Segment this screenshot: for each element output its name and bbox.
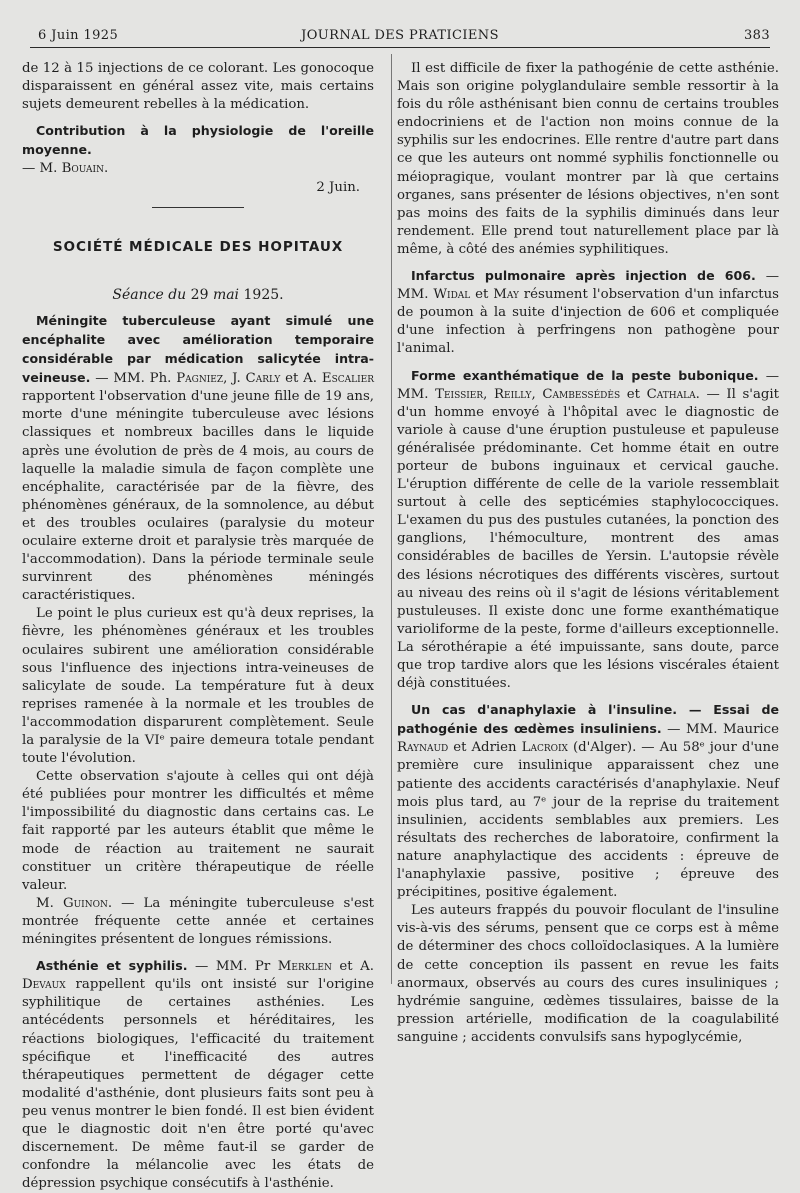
section-title: SOCIÉTÉ MÉDICALE DES HOPITAUX	[52, 238, 344, 255]
peste-sep-3: et	[620, 386, 647, 402]
anaphylaxie-paragraph-2: Les auteurs frappés du pouvoir floculant de l'insuline vis-à-vis des sérums, pensent que ce corps est à même de déterminer des chocs colloïdoclasiques. A la lumière de cette conception ils passent en revue les faits anormaux, observés au cours des cures insuliniques ; hydrémie sanguine, œdèmes tissulaires, baisse de la pression artérielle, modification de la coagulabilité sanguine ; accidents convulsifs sans hypoglycémie,	[397, 903, 779, 1045]
peste-author-2: Reilly	[494, 386, 532, 402]
seance-month: mai	[212, 286, 240, 303]
meningite-body: rapportent l'observation d'une jeune fille de 19 ans, morte d'une méningite tuberculeuse avec lésions classiques et nombreux bacilles dans le liquide après une évolution de près de 4 mois, au cours de laquelle la maladie simula de façon complète une encéphalite, caractérisée par de la fièvre, des phénomènes généraux, de la somnolence, au début et des troubles oculaires (paralysie du moteur oculaire externe droit et paralysie très marquée de l'accommodation). Dans la période terminale seule survinrent des phénomènes méningés caractéristiques.	[22, 389, 374, 604]
section-rule	[152, 207, 244, 208]
contribution-paragraph	[22, 122, 374, 178]
infarctus-author-2: May	[493, 287, 519, 303]
meningite-paragraph	[22, 312, 374, 606]
infarctus-mm: — MM.	[397, 269, 780, 303]
peste-sep-1: ,	[483, 386, 495, 402]
asthenie-body: rappellent qu'ils ont insisté sur l'origine syphilitique de certaines asthénies. Les antécédents personnels et héréditaires, les réactions biologiques, l'efficacité du traitement spécifique et l'inefficacité des autres thérapeutiques permettent de dégager cette modalité d'asthénie, dont plusieurs faits sont peu à peu venus montrer le bien fondé. Il est bien évident que le diagnostic doit n'en être porté qu'avec discernement. De même faut-il se garder de confondre la mélancolie avec les états de dépression psychique consécutifs à l'asthénie.	[22, 977, 374, 1192]
infarctus-author-1: Widal	[433, 287, 471, 303]
peste-title: Forme exanthématique de la peste bubonique.	[411, 367, 759, 383]
meningite-sep-1: , J.	[223, 371, 246, 387]
column-divider	[391, 54, 392, 984]
anaphylaxie-author-2: Lacroix	[521, 740, 568, 756]
journal-title: JOURNAL DES PRATICIENS	[301, 28, 499, 43]
contribution-date: 2 Juin.	[316, 179, 360, 195]
infarctus-paragraph	[397, 267, 779, 358]
infarctus-title: Infarctus pulmonaire après injection de 606.	[411, 268, 756, 284]
meningite-paragraph-3: Cette observation s'ajoute à celles qui ont déjà été publiées pour montrer les difficultés et même l'impossibilité du diagnostic dans certains cas. Le fait rapporté par les auteurs établit que même le mode de réaction au traitement ne saurait constituer un critère thérapeutique de réelle valeur.	[22, 769, 374, 893]
asthenie-title: Asthénie et syphilis.	[36, 958, 188, 974]
anaphylaxie-author-1: Raynaud	[397, 740, 449, 756]
guinon-paragraph	[22, 895, 374, 949]
meningite-author-3: Escalier	[321, 371, 374, 387]
peste-body: . — Il s'agit d'un homme envoyé à l'hôpital avec le diagnostic de variole à cause d'une éruption pustuleuse et papuleuse généralisée prédominante. Cet homme était en outre porteur de bubons inguinaux et cervical gauche. L'éruption différente de celle de la variole ressemblait surtout à celle des septicémies staphylococciques. L'examen du pus des pustules cutanées, la ponction des ganglions, l'hémoculture, montrent des amas considérables de bacilles de Yersin. L'autopsie révèle des lésions nécrotiques des différents viscères, surtout au niveau des reins où il s'agit de lésions véritablement pustuleuses. Il existe donc une forme exanthématique varioliforme de la peste, forme d'ailleurs exceptionnelle. La sérothérapie a été impuissante, sans doute, parce que trop tardive alors que les lésions viscérales étaient déjà constituées.	[397, 386, 779, 692]
asthenie-paragraph	[22, 957, 374, 1193]
guinon-text: . — La méningite tuberculeuse s'est montrée fréquente cette année et certaines méningites présentent de longues rémissions.	[22, 895, 374, 948]
meningite-author-2: Carly	[245, 371, 281, 387]
peste-author-1: Teissier	[435, 386, 484, 402]
meningite-sep-2: et A.	[280, 371, 322, 387]
peste-author-3: Cambessédès	[542, 386, 621, 402]
infarctus-sep: et	[470, 287, 494, 303]
meningite-mm: — MM. Ph.	[90, 371, 177, 387]
meningite-author-1: Pagniez	[176, 371, 224, 387]
guinon-prefix: M.	[36, 895, 63, 911]
contribution-title: Contribution à la physiologie de l'oreille moyenne.	[22, 123, 374, 158]
intro-paragraph: de 12 à 15 injections de ce colorant. Les gonocoque disparaissent en général assez vite, mais certains sujets demeurent rebelles à la médication.	[22, 61, 374, 113]
page-number: 383	[743, 28, 770, 43]
peste-paragraph	[397, 367, 779, 694]
peste-mm: — MM.	[397, 368, 779, 402]
seance-label: Séance du	[112, 286, 187, 303]
header-date: 6 Juin 1925	[38, 28, 119, 43]
peste-author-4: Cathala	[646, 386, 696, 402]
seance-year: 1925.	[243, 286, 284, 303]
anaphylaxie-paragraph	[397, 701, 779, 902]
anaphylaxie-sep: et Adrien	[448, 740, 522, 756]
meningite-title: Méningite tuberculeuse ayant simulé une encéphalite avec amélioration temporaire considérable par médication salicytée intra-veineuse.	[22, 312, 374, 386]
infarctus-body: résument l'observation d'un infarctus de poumon à la suite d'injection de 606 et compliquée d'une infection à perfringens non pathogène pour l'animal.	[397, 287, 780, 357]
header-rule	[30, 47, 770, 48]
seance-line	[22, 286, 374, 304]
contribution-dash: — M.	[22, 161, 62, 177]
anaphylaxie-title: Un cas d'anaphylaxie à l'insuline. — Essai de pathogénie des œdèmes insuliniens.	[397, 702, 779, 737]
asthenie-mm: — MM. Pr	[187, 959, 278, 975]
asthenie-sep: et A.	[331, 959, 375, 975]
anaphylaxie-mm: — MM. Maurice	[661, 722, 779, 738]
meningite-paragraph-2: Le point le plus curieux est qu'à deux reprises, la fièvre, les phénomènes généraux et les troubles oculaires subirent une amélioration considérable sous l'influence des injections intra-veineuses de salicylate de soude. La température fut à deux reprises ramenée à la normale et les troubles de l'accommodation disparurent complètement. Seule la paralysie de la VIᵉ paire demeura totale pendant toute l'évolution.	[22, 606, 374, 767]
peste-sep-2: ,	[531, 386, 543, 402]
contribution-author: Bouain.	[61, 161, 109, 177]
left-column	[22, 60, 374, 1193]
asthenie-author-2: Devaux	[22, 977, 66, 993]
asthenie-author-1: Merklen	[277, 959, 332, 975]
running-head	[30, 26, 770, 46]
guinon-author: Guinon	[62, 895, 108, 911]
asthenie-continuation: Il est difficile de fixer la pathogénie de cette asthénie. Mais son origine polyglandulaire semble ressortir à la fois du rôle asthénisant bien connu de certains troubles endocriniens et de l'action non moins connue de la syphilis sur les endocrines. Elle rentre d'autre part dans ce que les auteurs ont nommé syphilis fonctionnelle ou méiopragique, voulant montrer par là que certains organes, sans présenter de lésions objectives, n'en sont pas moins des faits de la syphilis diminués dans leur rendement. Elle prend tout naturellement place par là même, à côté des anémies syphilitiques.	[397, 61, 779, 257]
right-column	[397, 60, 779, 1047]
anaphylaxie-body: (d'Alger). — Au 58ᵉ jour d'une première cure insulinique apparaissent chez une patiente des accidents caractérisés d'anaphylaxie. Neuf mois plus tard, au 7ᵉ jour de la reprise du traitement insulinien, accidents semblables aux premiers. Les résultats des recherches de laboratoire, confirment la nature anaphylactique des accidents : épreuve de l'anaphylaxie passive, positive ; épreuve des précipitines, positive également.	[397, 740, 779, 901]
seance-day: 29	[190, 286, 209, 303]
